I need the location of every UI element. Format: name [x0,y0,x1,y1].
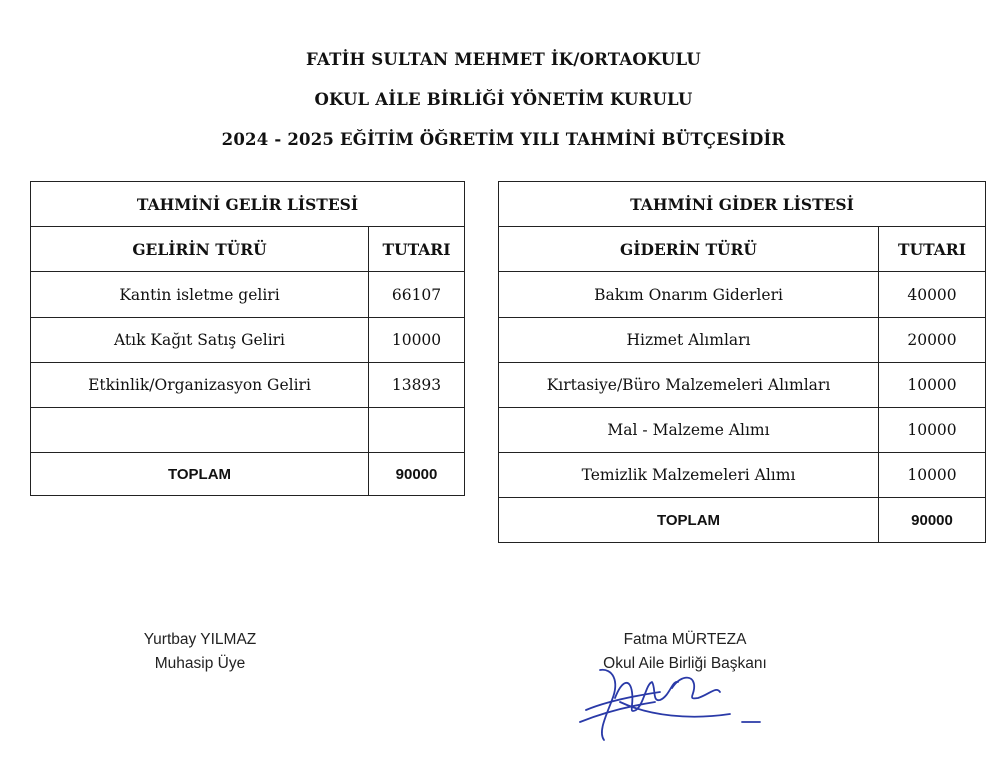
expense-amount-header: TUTARI [879,227,986,272]
expense-total-label: TOPLAM [499,498,879,543]
board-name-heading: OKUL AİLE BİRLİĞİ YÖNETİM KURULU [314,90,693,109]
table-row [499,318,986,363]
table-row [499,272,986,318]
income-amount-cell: 13893 [369,363,465,408]
expense-amount-cell: 10000 [879,363,986,408]
president-role: Okul Aile Birliği Başkanı [603,655,767,672]
table-row [499,408,986,453]
income-type-cell: Kantin isletme geliri [31,272,369,318]
expense-type-cell: Temizlik Malzemeleri Alımı [499,453,879,498]
expense-type-cell: Bakım Onarım Giderleri [499,272,879,318]
president-name: Fatma MÜRTEZA [623,631,747,648]
income-total-label: TOPLAM [31,453,369,496]
expense-amount-cell: 10000 [879,408,986,453]
income-table-title: TAHMİNİ GELİR LİSTESİ [31,182,465,227]
expense-type-cell: Mal - Malzeme Alımı [499,408,879,453]
income-amount-cell: 66107 [369,272,465,318]
income-amount-cell: 10000 [369,318,465,363]
income-table [30,181,465,496]
treasurer-role: Muhasip Üye [154,655,246,672]
expense-table-title: TAHMİNİ GİDER LİSTESİ [499,182,986,227]
treasurer-signature-block [110,628,290,676]
expense-type-header: GİDERİN TÜRÜ [499,227,879,272]
expense-amount-cell: 10000 [879,453,986,498]
handwritten-signature-icon [560,640,775,750]
table-row [31,363,465,408]
expense-total-amount: 90000 [879,498,986,543]
expense-total-row [499,498,986,543]
expense-amount-cell: 20000 [879,318,986,363]
table-row [31,408,465,453]
income-type-header: GELİRİN TÜRÜ [31,227,369,272]
table-row [499,363,986,408]
income-amount-header: TUTARI [369,227,465,272]
income-type-cell: Atık Kağıt Satış Geliri [31,318,369,363]
income-total-amount: 90000 [369,453,465,496]
treasurer-name: Yurtbay YILMAZ [143,631,257,648]
expense-amount-cell: 40000 [879,272,986,318]
table-row [31,272,465,318]
income-total-row [31,453,465,496]
expense-type-cell: Hizmet Alımları [499,318,879,363]
budget-title-heading: 2024 - 2025 EĞİTİM ÖĞRETİM YILI TAHMİNİ BÜTÇESİDİR [221,130,786,149]
expense-table [498,181,986,543]
table-row [499,453,986,498]
income-type-cell [31,408,369,453]
expense-type-cell: Kırtasiye/Büro Malzemeleri Alımları [499,363,879,408]
income-amount-cell [369,408,465,453]
income-type-cell: Etkinlik/Organizasyon Geliri [31,363,369,408]
school-name-heading: FATİH SULTAN MEHMET İK/ORTAOKULU [306,50,701,69]
table-row [31,318,465,363]
